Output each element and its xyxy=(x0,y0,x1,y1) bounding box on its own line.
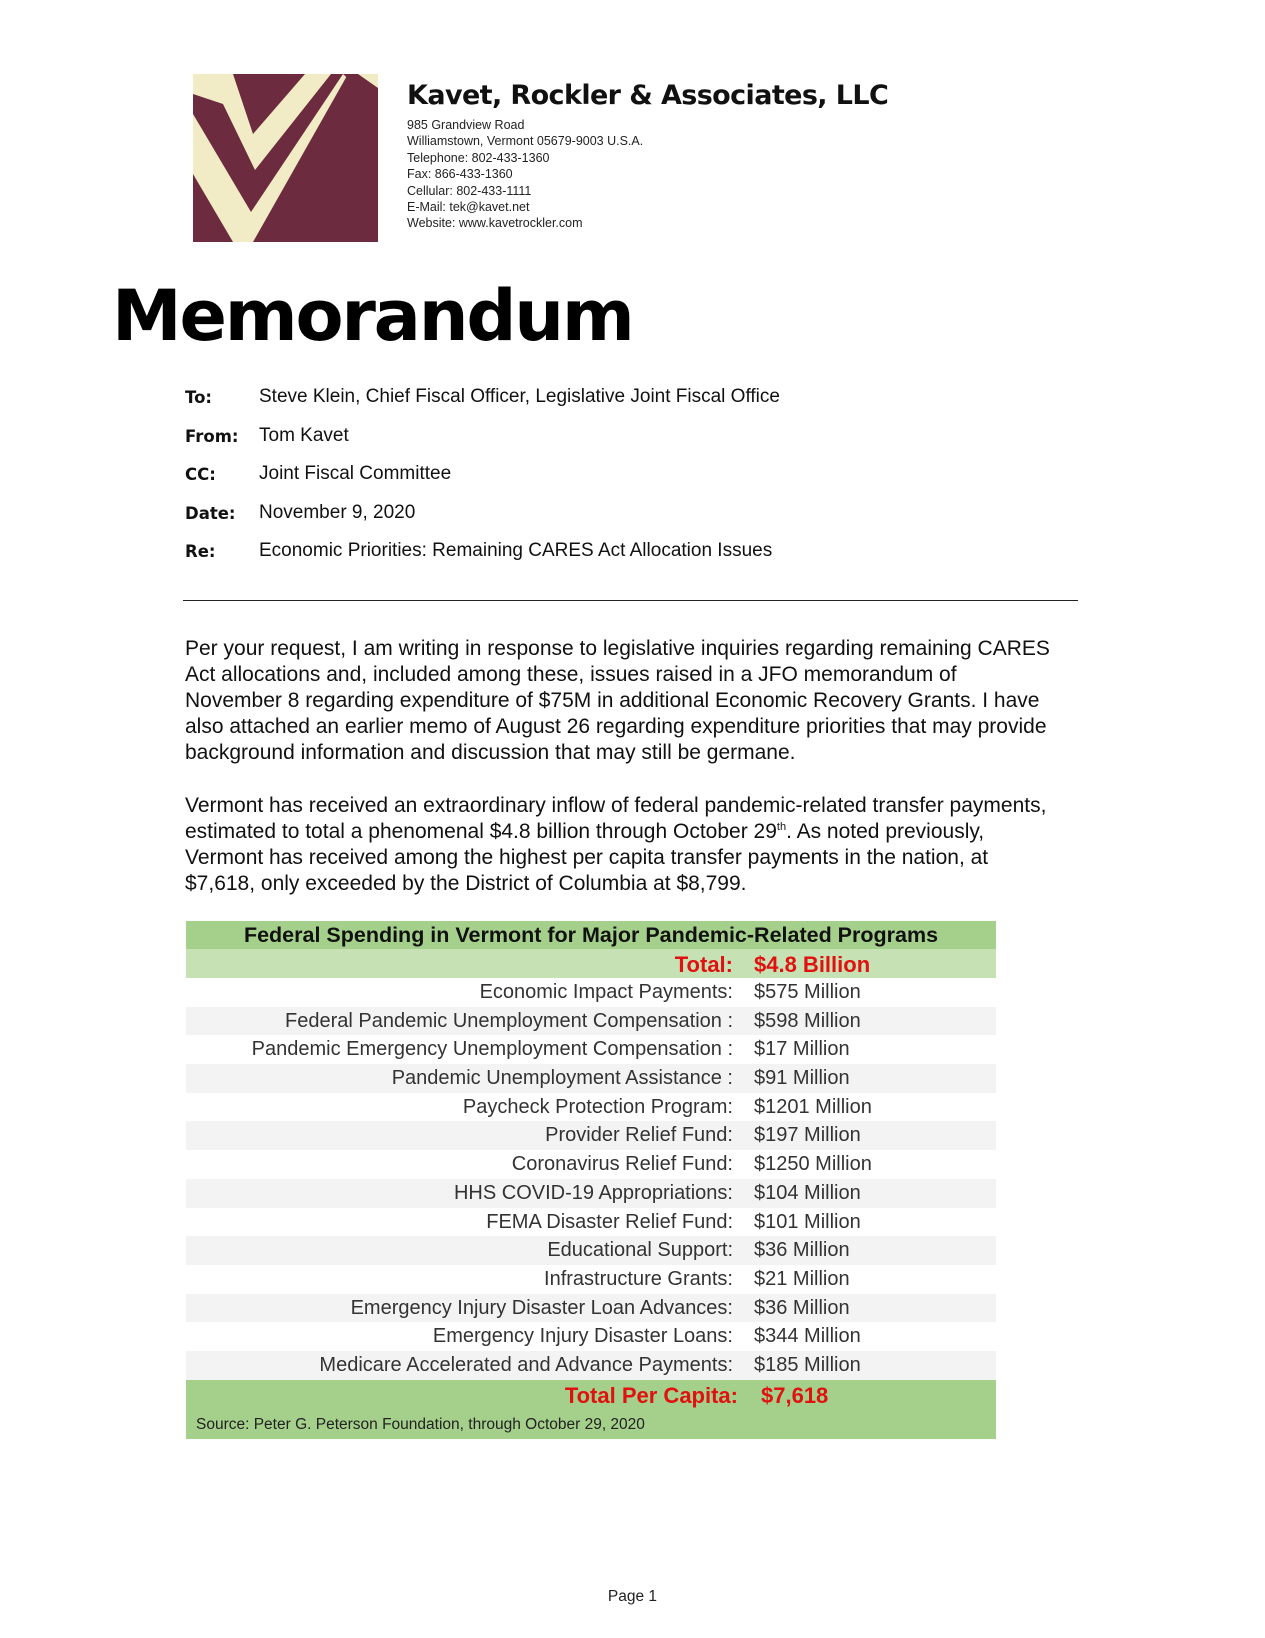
table-row xyxy=(186,1208,996,1237)
table-row xyxy=(186,1351,996,1380)
table-row xyxy=(186,1007,996,1036)
table-row xyxy=(186,978,996,1007)
paragraph-line: background information and discussion that may still be germane. xyxy=(185,741,796,764)
program-value: $101 Million xyxy=(754,1210,861,1233)
table-row xyxy=(186,1322,996,1351)
paragraph-line: Per your request, I am writing in response to legislative inquiries regarding remaining CARES xyxy=(185,637,1050,660)
paragraph-line: $7,618, only exceeded by the District of Columbia at $8,799. xyxy=(185,872,747,895)
header-value: Steve Klein, Chief Fiscal Officer, Legislative Joint Fiscal Office xyxy=(259,386,780,407)
body-paragraph-1 xyxy=(185,636,1085,766)
program-label: Pandemic Emergency Unemployment Compensation : xyxy=(251,1038,733,1061)
table-row xyxy=(186,1179,996,1208)
program-value: $575 Million xyxy=(754,981,861,1003)
telephone: Telephone: 802-433-1360 xyxy=(407,150,550,165)
per-capita-row xyxy=(186,1380,996,1411)
program-value: $197 Million xyxy=(754,1124,861,1147)
company-letterhead xyxy=(407,80,888,232)
website: Website: www.kavetrockler.com xyxy=(407,216,583,231)
program-label: FEMA Disaster Relief Fund: xyxy=(486,1210,733,1233)
program-value: $36 Million xyxy=(754,1296,850,1319)
header-value: Joint Fiscal Committee xyxy=(259,463,452,484)
program-label: Emergency Injury Disaster Loan Advances: xyxy=(350,1296,733,1319)
table-row xyxy=(186,1236,996,1265)
program-label: Coronavirus Relief Fund: xyxy=(511,1153,733,1176)
program-label: Educational Support: xyxy=(547,1239,733,1262)
program-value: $598 Million xyxy=(754,1009,861,1032)
program-value: $344 Million xyxy=(754,1325,861,1348)
program-label: Economic Impact Payments: xyxy=(479,981,733,1003)
federal-spending-table xyxy=(186,921,996,1439)
kra-chevron-logo-icon xyxy=(193,74,378,242)
table-title: Federal Spending in Vermont for Major Pandemic-Related Programs xyxy=(186,921,996,949)
program-label: HHS COVID-19 Appropriations: xyxy=(453,1181,733,1204)
program-label: Paycheck Protection Program: xyxy=(462,1095,733,1118)
header-divider xyxy=(183,600,1078,601)
header-label: To: xyxy=(185,388,212,407)
program-value: $17 Million xyxy=(754,1038,850,1061)
table-row xyxy=(186,1265,996,1294)
page-number: Page 1 xyxy=(607,1588,658,1605)
table-source: Source: Peter G. Peterson Foundation, through October 29, 2020 xyxy=(186,1411,996,1439)
paragraph-line: . As noted previously, xyxy=(786,820,985,843)
cellular: Cellular: 802-433-1111 xyxy=(407,183,532,198)
paragraph-line: also attached an earlier memo of August 26 regarding expenditure priorities that may provide xyxy=(185,715,1047,738)
paragraph-line: Vermont has received among the highest per capita transfer payments in the nation, at xyxy=(185,846,989,869)
program-label: Federal Pandemic Unemployment Compensation : xyxy=(285,1009,733,1032)
table-row xyxy=(186,1121,996,1150)
program-label: Pandemic Unemployment Assistance : xyxy=(391,1067,733,1090)
header-value: Economic Priorities: Remaining CARES Act Allocation Issues xyxy=(259,540,773,561)
paragraph-line: estimated to total a phenomenal $4.8 billion through October 29 xyxy=(185,820,777,843)
paragraph-line: Vermont has received an extraordinary inflow of federal pandemic-related transfer payments, xyxy=(185,794,1047,817)
page-title: Memorandum xyxy=(112,275,633,357)
email: E-Mail: tek@kavet.net xyxy=(407,200,530,215)
program-value: $1250 Million xyxy=(754,1153,872,1176)
company-name: Kavet, Rockler & Associates, LLC xyxy=(407,80,889,111)
ordinal-suffix: th xyxy=(776,821,787,833)
address-line: 985 Grandview Road xyxy=(407,118,525,132)
table-row xyxy=(186,1093,996,1122)
total-value: $4.8 Billion xyxy=(754,952,871,977)
program-label: Medicare Accelerated and Advance Payments: xyxy=(319,1353,733,1376)
program-value: $1201 Million xyxy=(754,1095,872,1118)
program-value: $185 Million xyxy=(754,1353,861,1376)
header-label: Re: xyxy=(185,542,216,561)
program-label: Provider Relief Fund: xyxy=(545,1124,733,1147)
table-row xyxy=(186,1150,996,1179)
table-row xyxy=(186,1294,996,1323)
program-value: $21 Million xyxy=(754,1267,850,1290)
program-label: Emergency Injury Disaster Loans: xyxy=(432,1325,733,1348)
per-capita-label: Total Per Capita: xyxy=(564,1382,738,1408)
header-label: CC: xyxy=(185,465,216,484)
total-label: Total: xyxy=(674,952,733,977)
header-value: Tom Kavet xyxy=(259,424,349,446)
header-value: November 9, 2020 xyxy=(259,501,416,523)
header-label: Date: xyxy=(185,503,236,523)
table-total-row xyxy=(186,949,996,978)
program-value: $91 Million xyxy=(754,1067,850,1090)
body-paragraph-2 xyxy=(185,793,1085,897)
paragraph-line: November 8 regarding expenditure of $75M in additional Economic Recovery Grants. I have xyxy=(185,689,1040,712)
program-value: $104 Million xyxy=(754,1181,861,1204)
paragraph-line: Act allocations and, included among these, issues raised in a JFO memorandum of xyxy=(185,663,957,686)
program-value: $36 Million xyxy=(754,1239,850,1262)
table-row xyxy=(186,1064,996,1093)
table-row xyxy=(186,1035,996,1064)
per-capita-value: $7,618 xyxy=(761,1382,829,1408)
program-label: Infrastructure Grants: xyxy=(544,1267,733,1290)
city-line: Williamstown, Vermont 05679-9003 U.S.A. xyxy=(407,134,644,149)
fax: Fax: 866-433-1360 xyxy=(407,167,513,182)
header-label: From: xyxy=(185,426,239,446)
